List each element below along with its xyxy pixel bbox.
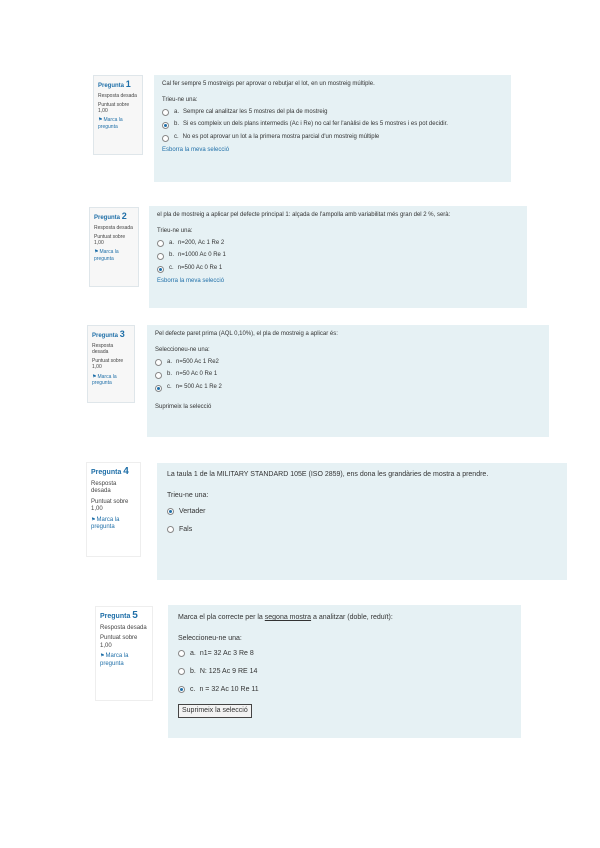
question-text: Marca el pla correcte per la segona mostra a analitzar (doble, reduït): xyxy=(178,614,393,621)
answer-option[interactable]: Fals xyxy=(167,525,557,534)
question-content xyxy=(147,325,549,437)
radio-button[interactable] xyxy=(167,526,174,533)
question-info xyxy=(86,462,141,557)
flag-question-link[interactable]: ⚑Marca la pregunta xyxy=(100,653,129,667)
flag-icon: ⚑ xyxy=(92,373,97,380)
answer-prompt: Seleccioneu-ne una: xyxy=(155,346,210,353)
answer-option[interactable]: b. n=1000 Ac 0 Re 1 xyxy=(157,252,519,260)
answer-prompt: Trieu-ne una: xyxy=(162,96,198,103)
question-title: Pregunta 4 xyxy=(91,466,129,477)
question-grade: Puntuat sobre 1,00 xyxy=(94,233,126,246)
answer-option[interactable]: b. N: 125 Ac 9 RE 14 xyxy=(178,667,511,676)
answer-option[interactable]: c. n = 32 Ac 10 Re 11 xyxy=(178,685,511,694)
question-status: Resposta desada xyxy=(98,92,137,99)
radio-button-selected[interactable] xyxy=(167,508,174,515)
flag-icon: ⚑ xyxy=(100,653,105,659)
question-text: Cal fer sempre 5 mostreigs per aprovar o rebutjar el lot, en un mostreig múltiple. xyxy=(162,81,375,87)
radio-button-selected[interactable] xyxy=(157,266,164,273)
flag-question-link[interactable]: ⚑Marca la pregunta xyxy=(94,249,119,262)
highlighted-term: segona mostra xyxy=(264,614,312,621)
question-info xyxy=(93,75,143,155)
flag-question-link[interactable]: ⚑Marca la pregunta xyxy=(92,373,117,386)
radio-button-selected[interactable] xyxy=(155,385,162,392)
question-status: Resposta desada xyxy=(92,342,114,355)
question-text: Pel defecte paret prima (AQL 0,10%), el pla de mostreig a aplicar és: xyxy=(155,331,338,337)
question-info xyxy=(95,606,153,701)
clear-selection-link[interactable]: Esborra la meva selecció xyxy=(162,146,230,153)
answer-prompt: Trieu-ne una: xyxy=(157,227,193,234)
radio-button-selected[interactable] xyxy=(178,686,185,693)
radio-button[interactable] xyxy=(162,135,169,142)
answer-option[interactable]: a. n=500 Ac 1 Re2 xyxy=(155,359,541,367)
answer-option[interactable]: b. Si es compleix un dels plans intermedis (Ac i Re) no cal fer l'anàlisi de les 5 mostres i es pot decidir. xyxy=(162,121,503,129)
flag-question-link[interactable]: ⚑Marca la pregunta xyxy=(91,516,120,530)
answer-option[interactable]: c. n= 500 Ac 1 Re 2 xyxy=(155,384,541,392)
radio-button-selected[interactable] xyxy=(162,122,169,129)
question-content xyxy=(157,463,567,580)
answer-option[interactable]: b. n=50 Ac 0 Re 1 xyxy=(155,371,541,379)
question-grade: Puntuat sobre 1,00 xyxy=(100,635,138,649)
question-content xyxy=(154,75,511,182)
radio-button[interactable] xyxy=(155,372,162,379)
answer-option[interactable]: c. n=500 Ac 0 Re 1 xyxy=(157,265,519,273)
answer-option[interactable]: a. n=200, Ac 1 Re 2 xyxy=(157,240,519,248)
radio-button[interactable] xyxy=(157,253,164,260)
radio-button[interactable] xyxy=(157,240,164,247)
radio-button[interactable] xyxy=(178,650,185,657)
radio-button[interactable] xyxy=(162,109,169,116)
question-status: Resposta desada xyxy=(91,480,117,494)
question-info xyxy=(89,207,139,287)
question-title: Pregunta 2 xyxy=(94,211,127,221)
clear-selection-link[interactable]: Esborra la meva selecció xyxy=(157,277,225,284)
question-status: Resposta desada xyxy=(100,624,147,631)
flag-icon: ⚑ xyxy=(91,516,96,523)
question-content xyxy=(168,605,521,738)
answer-option[interactable]: c. No es pot aprovar un lot a la primera mostra parcial d'un mostreig múltiple xyxy=(162,134,503,142)
clear-selection-button[interactable]: Suprimeix la selecció xyxy=(178,704,252,717)
radio-button[interactable] xyxy=(178,668,185,675)
answer-prompt: Trieu-ne una: xyxy=(167,492,209,500)
answer-option[interactable]: a. Sempre cal analitzar les 5 mostres del pla de mostreig xyxy=(162,109,503,117)
question-content xyxy=(149,206,527,308)
question-title: Pregunta 3 xyxy=(92,329,125,339)
question-status: Resposta desada xyxy=(94,224,133,231)
question-info xyxy=(87,325,135,403)
radio-button[interactable] xyxy=(155,359,162,366)
answer-option[interactable]: Vertader xyxy=(167,507,557,516)
question-title: Pregunta 1 xyxy=(98,79,131,89)
question-grade: Puntuat sobre 1,00 xyxy=(98,101,130,114)
flag-question-link[interactable]: ⚑Marca la pregunta xyxy=(98,117,123,130)
question-grade: Puntuat sobre 1,00 xyxy=(91,498,129,512)
question-title: Pregunta 5 xyxy=(100,610,138,621)
question-grade: Puntuat sobre 1,00 xyxy=(92,358,124,371)
question-text: La taula 1 de la MILITARY STANDARD 105E (ISO 2859), ens dona les grandàries de mostra a prendre. xyxy=(167,471,489,478)
flag-icon: ⚑ xyxy=(98,117,103,124)
flag-icon: ⚑ xyxy=(94,249,99,256)
answer-option[interactable]: a. n1= 32 Ac 3 Re 8 xyxy=(178,649,511,658)
answer-prompt: Seleccioneu-ne una: xyxy=(178,635,242,643)
question-text: el pla de mostreig a aplicar pel defecte principal 1: alçada de l'ampolla amb variabilitat més gran del 2 %, serà: xyxy=(157,212,451,218)
clear-selection-link[interactable]: Suprimeix la selecció xyxy=(155,403,212,410)
